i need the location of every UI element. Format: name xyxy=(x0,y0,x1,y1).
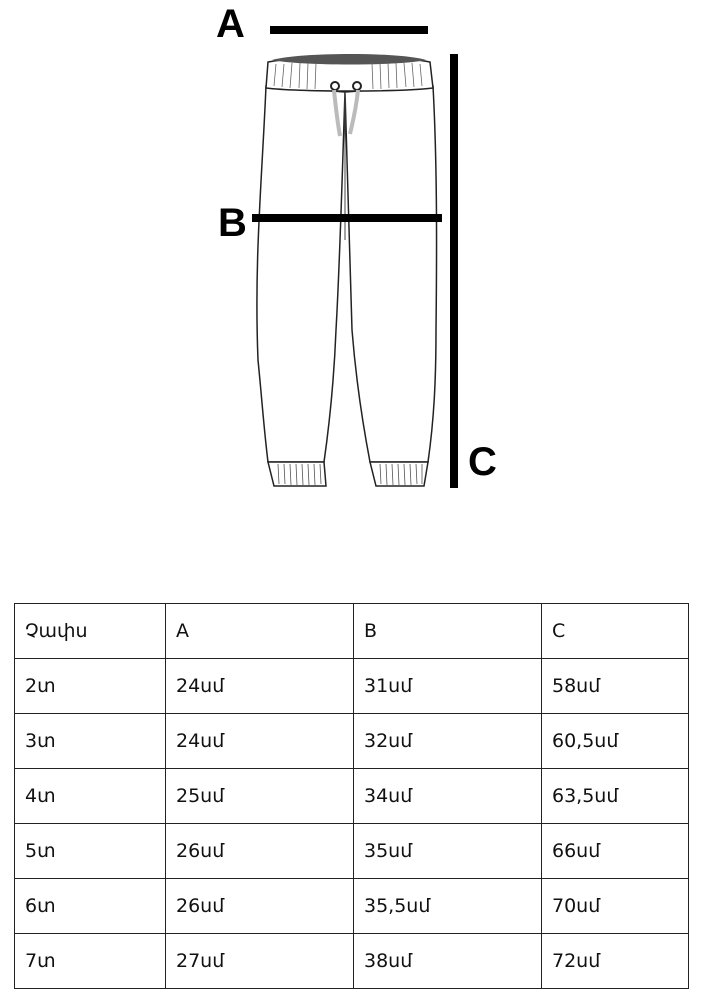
measure-a-cell: 27սմ xyxy=(166,934,354,989)
header-cell: B xyxy=(354,604,542,659)
measure-c-cell: 66սմ xyxy=(542,824,689,879)
dimension-label-a: A xyxy=(216,2,245,46)
measure-c-cell: 58սմ xyxy=(542,659,689,714)
header-cell: Չափս xyxy=(15,604,166,659)
measure-b-cell: 34սմ xyxy=(354,769,542,824)
table-row xyxy=(15,659,689,714)
table-row xyxy=(15,824,689,879)
measure-a-cell: 26սմ xyxy=(166,879,354,934)
measure-line-b xyxy=(252,214,442,222)
size-cell: 3տ xyxy=(15,714,166,769)
measure-a-cell: 24սմ xyxy=(166,714,354,769)
header-cell: A xyxy=(166,604,354,659)
dimension-label-b: B xyxy=(218,201,247,245)
measure-b-cell: 32սմ xyxy=(354,714,542,769)
size-cell: 4տ xyxy=(15,769,166,824)
measure-line-c xyxy=(450,54,458,488)
measure-b-cell: 38սմ xyxy=(354,934,542,989)
size-cell: 2տ xyxy=(15,659,166,714)
table-row xyxy=(15,714,689,769)
dimension-label-c: C xyxy=(468,440,497,484)
measure-c-cell: 63,5սմ xyxy=(542,769,689,824)
measure-b-cell: 35,5սմ xyxy=(354,879,542,934)
measure-a-cell: 24սմ xyxy=(166,659,354,714)
size-cell: 7տ xyxy=(15,934,166,989)
table-header-row xyxy=(15,604,689,659)
measure-b-cell: 31սմ xyxy=(354,659,542,714)
table-row xyxy=(15,769,689,824)
measure-a-cell: 26սմ xyxy=(166,824,354,879)
measure-c-cell: 72սմ xyxy=(542,934,689,989)
measure-c-cell: 70սմ xyxy=(542,879,689,934)
table-row xyxy=(15,934,689,989)
measure-c-cell: 60,5սմ xyxy=(542,714,689,769)
size-chart-table xyxy=(14,603,689,989)
size-cell: 5տ xyxy=(15,824,166,879)
measure-a-cell: 25սմ xyxy=(166,769,354,824)
table-row xyxy=(15,879,689,934)
measure-line-a xyxy=(270,26,428,34)
size-cell: 6տ xyxy=(15,879,166,934)
pants-outline xyxy=(257,58,437,487)
measure-b-cell: 35սմ xyxy=(354,824,542,879)
header-cell: C xyxy=(542,604,689,659)
